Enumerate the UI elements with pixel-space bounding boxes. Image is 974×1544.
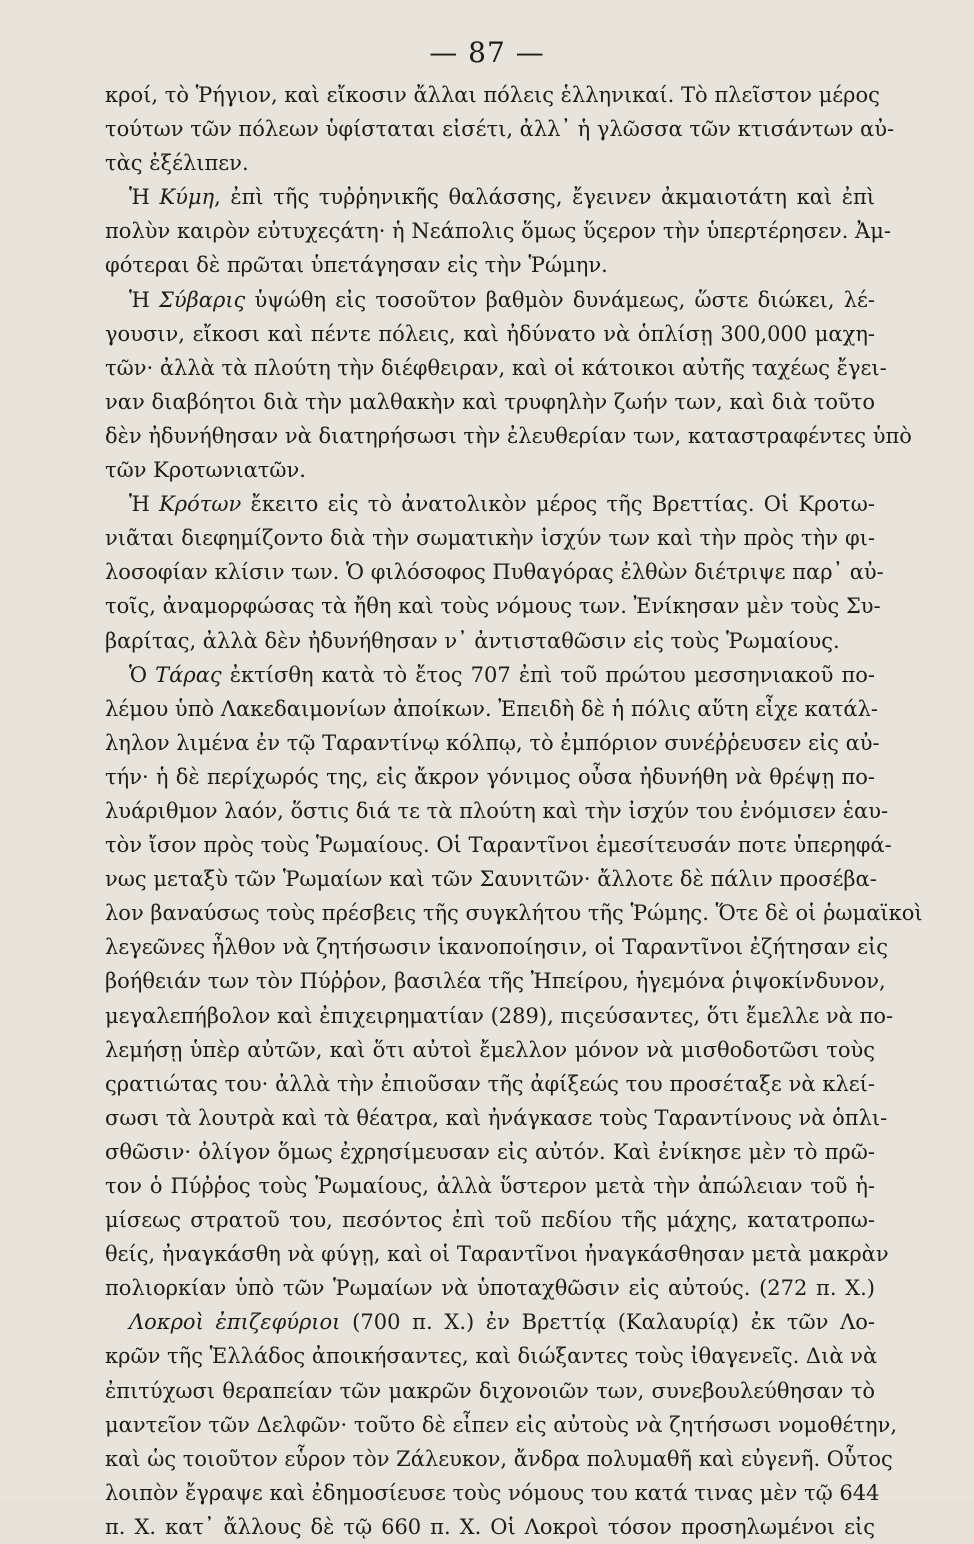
text-line: τῶν Κροτωνιατῶν. [105, 458, 306, 483]
text-line: τὸν ἴσον πρὸς τοὺς Ῥωμαίους. Οἱ Ταραντῖνοι ἐμεσίτευσάν ποτε ὑπερηφά- [105, 833, 892, 858]
text-line: π. Χ. κατ᾽ ἄλλους δὲ τῷ 660 π. Χ. Οἱ Λοκροὶ τόσον προσηλωμένοι εἰς [105, 1514, 875, 1539]
text-line: τοῖς, ἀναμορφώσας τὰ ἤθη καὶ τοὺς νόμους των. Ἐνίκησαν μὲν τοὺς Συ- [105, 594, 881, 619]
text-line: Λοκροὶ ἐπιζεφύριοι (700 π. Χ.) ἐν Βρεττίᾳ (Καλαυρίᾳ) ἐκ τῶν Λο- [129, 1310, 875, 1335]
text-line: μαντεῖον τῶν Δελφῶν· τοῦτο δὲ εἶπεν εἰς αὐτοὺς νὰ ζητήσωσι νομοθέτην, [105, 1412, 897, 1437]
text-line: ναν διαβόητοι διὰ τὴν μαλθακὴν καὶ τρυφηλὴν ζωήν των, καὶ διὰ τοῦτο [105, 389, 875, 414]
text-line: λεγεῶνες ἦλθον νὰ ζητήσωσιν ἱκανοποίησιν, οἱ Ταραντῖνοι ἐζήτησαν εἰς [105, 935, 889, 960]
text-line: τούτων τῶν πόλεων ὑφίσταται εἰσέτι, ἀλλ᾽ ἡ γλῶσσα τῶν κτισάντων αὐ- [105, 117, 895, 142]
text-line: λυάριθμον λαόν, ὅστις διά τε τὰ πλούτη καὶ τὴν ἰσχύν του ἐνόμισεν ἑαυ- [105, 798, 889, 823]
text-line: κρῶν τῆς Ἑλλάδος ἀποικήσαντες, καὶ διώξαντες τοὺς ἰθαγενεῖς. Διὰ νὰ [105, 1344, 878, 1369]
text-line: ἐπιτύχωσι θεραπείαν τῶν μακρῶν διχονοιῶν των, συνεβουλεύθησαν τὸ [105, 1378, 875, 1403]
place-name: Κρότων [159, 492, 242, 517]
body-text [105, 78, 923, 1544]
text-line: Ἡ Σύβαρις ὑψώθη εἰς τοσοῦτον βαθμὸν δυνάμεως, ὥστε διώκει, λέ- [129, 287, 876, 312]
text-line: Ὁ Τάρας ἐκτίσθη κατὰ τὸ ἔτος 707 ἐπὶ τοῦ πρώτου μεσσηνιακοῦ πο- [129, 662, 875, 687]
text-line: λεμήσῃ ὑπὲρ αὐτῶν, καὶ ὅτι αὐτοὶ ἔμελλον μόνον νὰ μισθοδοτῶσι τοὺς [105, 1037, 875, 1062]
text-line: ληλον λιμένα ἐν τῷ Ταραντίνῳ κόλπῳ, τὸ ἐμπόριον συνέῤῥευσεν εἰς αὐ- [105, 730, 880, 755]
text-line: ςρατιώτας του· ἀλλὰ τὴν ἐπιοῦσαν τῆς ἀφίξεώς του προσέταξε νὰ κλεί- [105, 1071, 875, 1096]
text-line: τον ὁ Πύῤῥος τοὺς Ῥωμαίους, ἀλλὰ ὕστερον μετὰ τὴν ἀπώλειαν τοῦ ἡ- [105, 1174, 875, 1198]
place-name: Τάρας [155, 662, 222, 687]
text-line: τὰς ἐξέλιπεν. [105, 151, 249, 176]
place-name: Κύμη [159, 185, 215, 210]
text-line: σθῶσιν· ὀλίγον ὅμως ἐχρησίμευσαν εἰς αὐτόν. Καὶ ἐνίκησε μὲν τὸ πρῶ- [105, 1139, 875, 1164]
text-line: τῶν· ἀλλὰ τὰ πλούτη τὴν διέφθειραν, καὶ οἱ κάτοικοι αὐτῆς ταχέως ἔγει- [105, 355, 887, 380]
text-line: θείς, ἠναγκάσθη νὰ φύγῃ, καὶ οἱ Ταραντῖνοι ἠναγκάσθησαν μετὰ μακρὰν [105, 1242, 889, 1267]
text-line: μεγαλεπήβολον καὶ ἐπιχειρηματίαν (289), πιςεύσαντες, ὅτι ἔμελλε νὰ πο- [105, 1003, 894, 1028]
text-line: φότεραι δὲ πρῶται ὑπετάγησαν εἰς τὴν Ῥώμην. [105, 253, 608, 278]
text-line: Ἡ Κρότων ἔκειτο εἰς τὸ ἀνατολικὸν μέρος τῆς Βρεττίας. Οἱ Κροτω- [129, 492, 875, 517]
text-line: κροί, τὸ Ῥήγιον, καὶ εἴκοσιν ἄλλαι πόλεις ἑλληνικαί. Τὸ πλεῖστον μέρος [105, 83, 880, 107]
text-line: μίσεως στρατοῦ του, πεσόντος ἐπὶ τοῦ πεδίου τῆς μάχης, κατατροπω- [105, 1208, 875, 1233]
text-line: Ἡ Κύμη, ἐπὶ τῆς τυῤῥηνικῆς θαλάσσης, ἔγεινεν ἀκμαιοτάτη καὶ ἐπὶ [129, 185, 876, 210]
text-line: τήν· ἡ δὲ περίχωρός της, εἰς ἄκρον γόνιμος οὖσα ἠδυνήθη νὰ θρέψῃ πο- [105, 764, 875, 789]
text-line: νιᾶται διεφημίζοντο διὰ τὴν σωματικὴν ἰσχύν των καὶ τὴν πρὸς τὴν φι- [105, 526, 875, 551]
text-line: βαρίτας, ἀλλὰ δὲν ἠδυνήθησαν ν᾽ ἀντισταθῶσιν εἰς τοὺς Ῥωμαίους. [105, 628, 840, 653]
text-line: λον βαναύσως τοὺς πρέσβεις τῆς συγκλήτου τῆς Ῥώμης. Ὅτε δὲ οἱ ῥωμαϊκοὶ [105, 901, 923, 926]
page-number: — 87 — [429, 36, 545, 69]
place-name: Λοκροὶ ἐπιζεφύριοι [129, 1310, 341, 1335]
text-line: νως μεταξὺ τῶν Ῥωμαίων καὶ τῶν Σαυνιτῶν· ἄλλοτε δὲ πάλιν προσέβα- [105, 867, 877, 892]
text-line: βοήθειάν των τὸν Πύῤῥον, βασιλέα τῆς Ἠπείρου, ἡγεμόνα ῥιψοκίνδυνον, [105, 969, 886, 994]
text-line: δὲν ἠδυνήθησαν νὰ διατηρήσωσι τὴν ἐλευθερίαν των, καταστραφέντες ὑπὸ [105, 423, 912, 448]
text-line: γουσιν, εἴκοσι καὶ πέντε πόλεις, καὶ ἠδύνατο νὰ ὁπλίσῃ 300,000 μαχη- [105, 321, 875, 346]
text-line: πολὺν καιρὸν εὐτυχεςάτη· ἡ Νεάπολις ὅμως ὕςερον τὴν ὑπερτέρησεν. Ἀμ- [105, 219, 891, 244]
text-line: πολιορκίαν ὑπὸ τῶν Ῥωμαίων νὰ ὑποταχθῶσιν εἰς αὐτούς. (272 π. Χ.) [105, 1276, 875, 1301]
text-line: λοιπὸν ἔγραψε καὶ ἐδημοσίευσε τοὺς νόμους του κατά τινας μὲν τῷ 644 [105, 1480, 880, 1505]
text-line: λοσοφίαν κλίσιν των. Ὁ φιλόσοφος Πυθαγόρας ἐλθὼν διέτριψε παρ᾽ αὐ- [105, 560, 884, 585]
text-line: καὶ ὡς τοιοῦτον εὗρον τὸν Ζάλευκον, ἄνδρα πολυμαθῆ καὶ εὐγενῆ. Οὗτος [105, 1446, 893, 1471]
text-line: σωσι τὰ λουτρὰ καὶ τὰ θέατρα, καὶ ἠνάγκασε τοὺς Ταραντίνους νὰ ὁπλι- [105, 1105, 888, 1130]
text-line: λέμου ὑπὸ Λακεδαιμονίων ἀποίκων. Ἐπειδὴ δὲ ἡ πόλις αὕτη εἶχε κατάλ- [105, 696, 879, 721]
place-name: Σύβαρις [159, 287, 246, 312]
